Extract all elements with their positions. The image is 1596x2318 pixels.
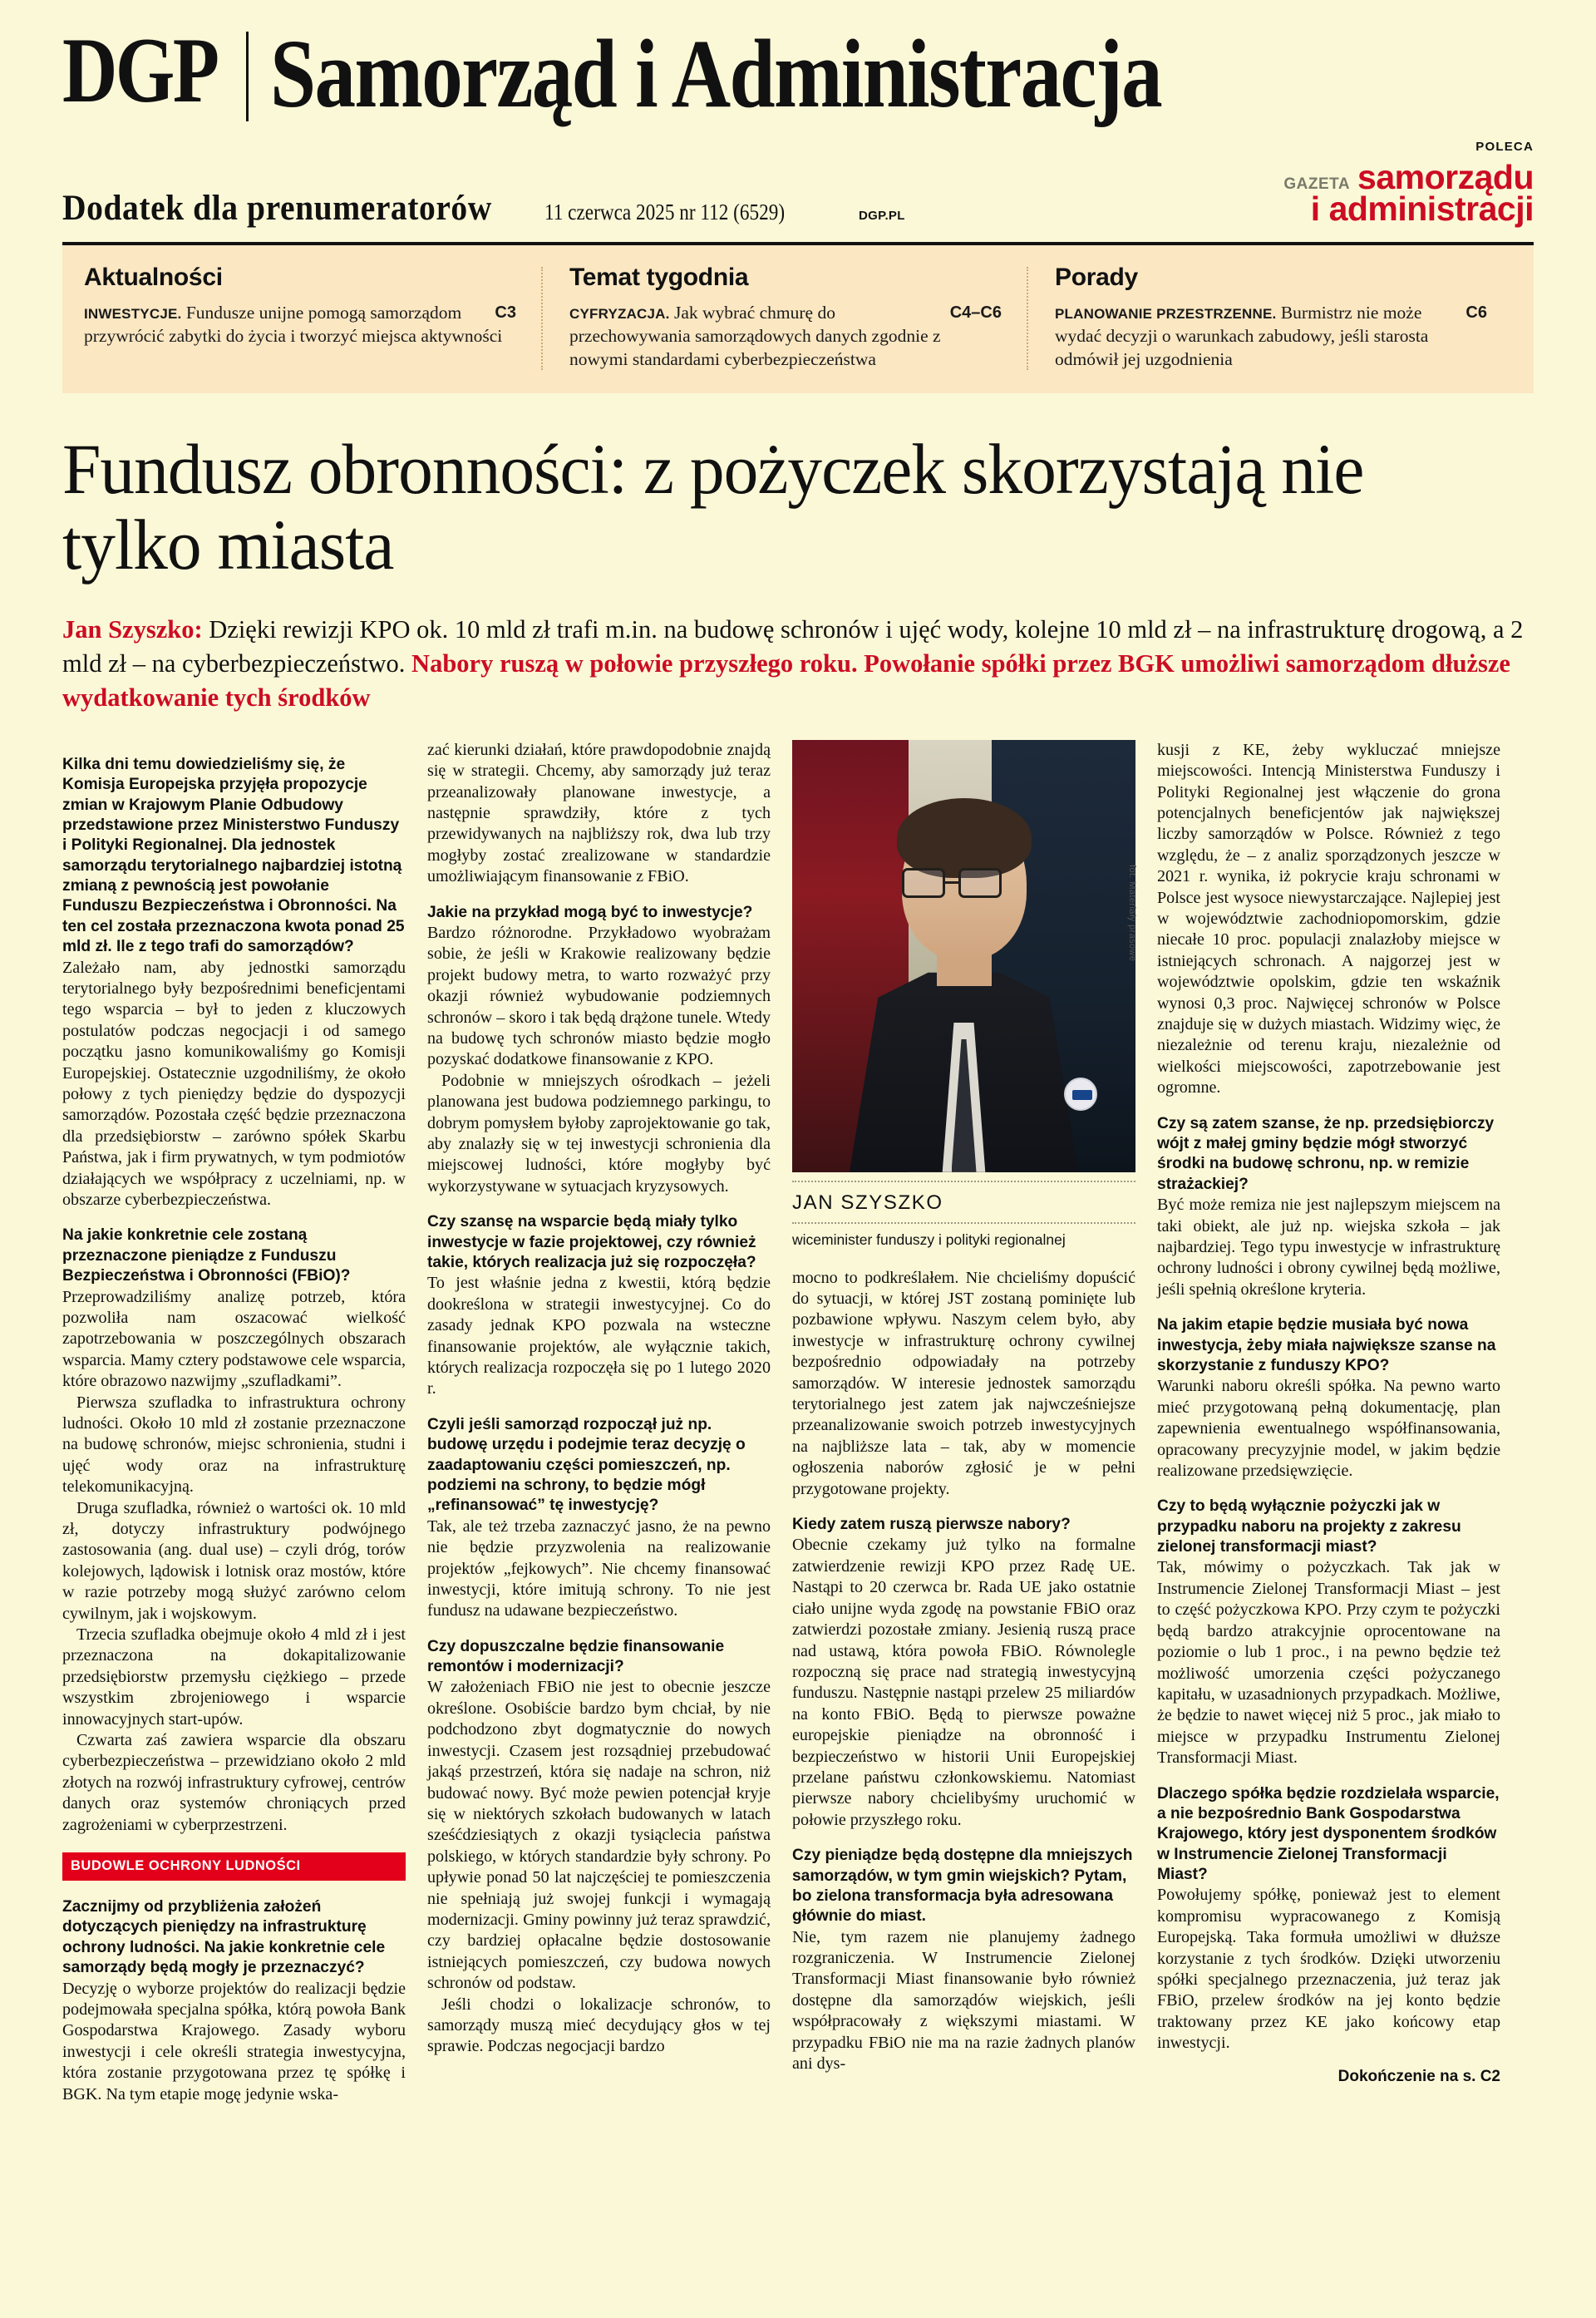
teaser-text bbox=[84, 302, 516, 348]
answer: Obecnie czekamy już tylko na formalne zatwierdzenie rewizji KPO przez Radę UE. Nastąpi to 20 czerwca br. Rada UE jako ostatnie ciało unijne wyda zgodę na powstanie FBiO oraz zatwierdzi pozostałe zmiany. Jesienią ruszą prace nad ustawą, która powoła FBiO. Równolegle rozpoczną się prace nad strategią inwestycyjną funduszu. Następnie nastąpi przelew 25 miliardów na konto FBiO. Będą to pierwsze poważne europejskie pieniądze na obronność i bezpieczeństwo w historii Unii Europejskiej przelane państwu członkowskiemu. Natomiast pierwsze nabory chcielibyśmy uruchomić w połowie przyszłego roku. bbox=[792, 1536, 1135, 1829]
column-2 bbox=[427, 740, 771, 2266]
caption-name: JAN SZYSZKO bbox=[792, 1191, 943, 1214]
answer: To jest właśnie jedna z kwestii, którą będzie dookreślona w strategii inwestycyjnej. Co do zasady jednak KPO pozwala na wsteczne finansowanie projektów, ale wyłącznie takich, których realizacja rozpoczęła się po 1 lutego 2020 r. bbox=[427, 1274, 771, 1398]
teaser-kicker: PLANOWANIE PRZESTRZENNE. bbox=[1055, 306, 1277, 323]
answer: Podobnie w mniejszych ośrodkach – jeżeli planowana jest budowa podziemnego parkingu, to dobrym pomysłem byłoby zaprojektowanie go tak, aby znalazły się w tej inwestycji schronienia dla miejscowej ludności, które mogłyby być wykorzystywane w sytuacjach kryzysowych. bbox=[427, 1071, 771, 1196]
teaser-heading: Aktualności bbox=[84, 264, 223, 292]
question: Kiedy zatem ruszą pierwsze nabory? bbox=[792, 1516, 1071, 1534]
photo-jan-szyszko bbox=[792, 740, 1135, 1172]
promo-title-line2: i administracji bbox=[1310, 190, 1534, 228]
answer: zać kierunki działań, które prawdopodobnie znajdą się w strategii. Chcemy, aby samorządy już teraz przeanalizowały planowane inwestycje, a następnie sprawdziły, które z tych przewidywanych na najbliższy rok, dwa lub trzy mogłyby zostać zrealizowane w standardzie umożliwiającym finansowanie z FBiO. bbox=[427, 740, 771, 886]
lead-black-text: Dzięki rewizji KPO ok. 10 mld zł trafi m.in. na budowę schronów i ujęć wody, kolejne 10 mld zł – na infrastrukturę drogową, a 2 mld zł – na cyberbezpieczeństwo. bbox=[62, 615, 1524, 678]
answer: Decyzję o wyborze projektów do realizacji będzie podejmowała specjalna spółka, którą powoła Bank Gospodarstwa Krajowego. Zasady wyboru inwestycji i cele określi strategia inwestycyjna, która zostanie przygotowana przez tę spółkę i BGK. Na tym etapie mogę jedynie wska- bbox=[62, 1979, 406, 2103]
photo-glasses-left bbox=[902, 868, 945, 898]
photo-credit: fot. Materiały prasowe bbox=[1127, 864, 1137, 962]
promo-gazeta-word: GAZETA bbox=[1283, 175, 1351, 193]
question: Czy dopuszczalne będzie finansowanie remontów i modernizacji? bbox=[427, 1637, 725, 1676]
answer: Pierwsza szufladka to infrastruktura ochrony ludności. Około 10 mld zł zostanie przeznaczone na budowę schronów, miejsc schronienia, studni i ujęć wody oraz na infrastrukturę telekomunikacyjną. bbox=[62, 1393, 406, 1497]
lead-red-text: Nabory ruszą w połowie przyszłego roku. Powołanie spółki przez BGK umożliwi samorządom dłuższe wydatkowanie tych środków bbox=[62, 649, 1510, 712]
teaser-body: Jak wybrać chmurę do przechowywania samorządowych danych zgodnie z nowymi standardami cyberbezpieczeństwa bbox=[569, 303, 941, 369]
teaser-text bbox=[569, 302, 1002, 372]
promo-title-line1: samorządu bbox=[1357, 158, 1534, 196]
question: Jakie na przykład mogą być to inwestycje? bbox=[427, 903, 753, 921]
question: Kilka dni temu dowiedzieliśmy się, że Komisja Europejska przyjęła propozycje zmian w Krajowym Planie Odbudowy przedstawione przez Ministerstwo Funduszy i Polityki Regionalnej. Dla jednostek samorządu terytorialnego najbardziej istotną zmianą z pewnością jest powołanie Funduszu Bezpieczeństwa i Obronności. Na ten cel została przeznaczona kwota ponad 25 mld zł. Ile z tego trafi do samorządów? bbox=[62, 755, 405, 956]
column-1 bbox=[62, 740, 406, 2266]
answer: mocno to podkreślałem. Nie chcieliśmy dopuścić do sytuacji, w której JST zostaną pominięte lub pozbawione wpływu. Naszym celem było, aby inwestycje w infrastrukturę ochrony cywilnej bezpośrednio odpowiadały na potrzeby samorządów. W interesie jednostek samorządu terytorialnego jest zatem jak najwcześniejsze przeanalizowanie swoich potrzeb inwestycyjnych na najbliższe lata – tak, aby w momencie ogłoszenia naborów zgłosić je w pełni przygotowane projekty. bbox=[792, 1268, 1135, 1498]
answer: Tak, ale też trzeba zaznaczyć jasno, że na pewno nie będzie przyzwolenia na realizowanie projektów „fejkowych”. Nie chcemy finansować inwestycji, które imitują schrony. To nie jest fundusz na udawane bezpieczeństwo. bbox=[427, 1517, 771, 1620]
teaser-kicker: CYFRYZACJA. bbox=[569, 306, 670, 323]
teaser-page-ref: C6 bbox=[1465, 303, 1487, 323]
answer: W założeniach FBiO nie jest to obecnie jeszcze określone. Osobiście bardzo bym chciał, by nie podchodzono zbyt dogmatycznie do nowych inwestycji. Czasem jest rozsądniej przebudować jakąś przestrzeń, która się nadaje na schron, niż budować nowy. Być może pewien potencjał kryje się w niektórych szkołach budowanych w latach sześćdziesiątych z okazji tysiąclecia państwa polskiego, w których standardzie były schrony. Po upływie ponad 50 lat najczęściej te pomieszczenia nie spełniają już swojej funkcji i wymagają modernizacji. Gminy powinny już teraz sprawdzić, czy bardziej opłacalne będzie dostosowanie istniejących pomieszczeń, czy budowa nowych schronów od podstaw. bbox=[427, 1678, 771, 1993]
answer: Trzecia szufladka obejmuje około 4 mld zł i jest przeznaczona na dokapitalizowanie przedsiębiorstw przemysłu ciężkiego – przede wszystkim zbrojeniowego i wsparcie innowacyjnych start-upów. bbox=[62, 1625, 406, 1729]
question: Czy to będą wyłącznie pożyczki jak w przypadku naboru na projekty z zakresu zielonej transformacji miast? bbox=[1157, 1497, 1461, 1556]
promo-block bbox=[1283, 140, 1534, 229]
answer: kusji z KE, żeby wykluczać mniejsze miejscowości. Intencją Ministerstwa Funduszy i Polityki Regionalnej jest włączenie do grona potencjalnych beneficjentów jak największej liczby samorządów w Polsce. Również z tego względu, że – z analiz sporządzonych jeszcze w 2021 r. wynika, iż pokrycie kraju schronami w Polsce jest wysoce niewystarczające. Najlepiej jest w województwie zachodniopomorskim, gdzie niecałe 10 proc. populacji znalazłoby miejsce w istniejących schronach. A najgorzej jest w województwie opolskim, gdzie ten wskaźnik wynosi 0,3 proc. Najwięcej schronów w Polsce znajduje się w dużych miastach. Widzimy więc, że niezależnie od terenu kraju, niezależnie od wielkości miejscowości, zapotrzebowanie jest ogromne. bbox=[1157, 740, 1500, 1097]
column-3 bbox=[792, 740, 1135, 2266]
promo-label: POLECA bbox=[1475, 140, 1534, 154]
article-photo-block bbox=[792, 740, 1135, 1250]
supplement-label: Dodatek dla prenumeratorów bbox=[62, 189, 492, 229]
teaser-page-ref: C3 bbox=[495, 303, 516, 323]
teaser-temat-tygodnia[interactable] bbox=[541, 264, 1027, 372]
question: Czy szansę na wsparcie będą miały tylko inwestycje w fazie projektowej, czy również takie, których realizacja już się rozpoczęła? bbox=[427, 1213, 756, 1271]
column-4 bbox=[1157, 740, 1500, 2266]
masthead-divider bbox=[246, 32, 249, 121]
answer: Tak, mówimy o pożyczkach. Tak jak w Instrumencie Zielonej Transformacji Miast – jest to część pożyczkowa KPO. Przy czym te pożyczki będą bardzo atrakcyjnie oprocentowane na poziomie o lub 1 proc., i na pewno będzie też możliwość umorzenia części pożyczanego kapitału, w uzasadnionych przypadkach. Możliwe, że będzie to nawet więcej niż 5 proc., jak miało to miejsce w przypadku Instrumentu Zielonej Transformacji Miast. bbox=[1157, 1558, 1500, 1768]
issue-line: 11 czerwca 2025 nr 112 (6529) bbox=[544, 200, 785, 225]
answer: Zależało nam, aby jednostki samorządu terytorialnego były bezpośrednimi beneficjentami tego wsparcia – był to jeden z kluczowych postulatów podczas negocjacji i od samego początku jasno komunikowaliśmy go Komisji Europejskiej. Ostatecznie uzgodniliśmy, że około połowy z tych pieniędzy będzie do dyspozycji samorządów. Pozostała część będzie przeznaczona dla przedsiębiorstw – zarówno spółek Skarbu Państwa, jak i firm prywatnych, w tym podmiotów działających we współpracy z uczelniami, np. w obszarze cyberbezpieczeństwa. bbox=[62, 958, 406, 1209]
teaser-heading: Temat tygodnia bbox=[569, 264, 749, 292]
question: Dlaczego spółka będzie rozdzielała wsparcie, a nie bezpośrednio Bank Gospodarstwa Krajowego, który jest dysponentem środków w Instrumencie Zielonej Transformacji Miast? bbox=[1157, 1784, 1500, 1884]
teaser-text bbox=[1055, 302, 1487, 372]
photo-glasses-right bbox=[958, 868, 1002, 898]
photo-glasses-bridge bbox=[945, 881, 958, 884]
masthead bbox=[62, 0, 1534, 128]
answer: Jeśli chodzi o lokalizacje schronów, to samorządy muszą mieć decydujący głos w tej sprawie. Podczas negocjacji bardzo bbox=[427, 1995, 771, 2056]
article-lead bbox=[62, 613, 1534, 715]
teaser-body: Fundusze unijne pomogą samorządom przywrócić zabytki do życia i tworzyć miejsca aktywności bbox=[84, 303, 503, 346]
answer: Być może remiza nie jest najlepszym miejscem na taki obiekt, ale już np. wiejska szkoła – jak najbardziej. Tego typu inwestycje w infrastrukturę ochrony ludności i obrony cywilnej będą możliwe, jeśli spełnią określone kryteria. bbox=[1157, 1196, 1500, 1299]
teaser-body: Burmistrz nie może wydać decyzji o warunkach zabudowy, jeśli starosta odmówił jej uzgodnienia bbox=[1055, 303, 1429, 369]
answer: Nie, tym razem nie planujemy żadnego rozgraniczenia. W Instrumencie Zielonej Transformacji Miast finansowanie było również dostępne dla samorządów wiejskich, jeśli współpracowały z większymi miastami. W przypadku FBiO nie ma na razie żadnych planów ani dys- bbox=[792, 1927, 1135, 2074]
answer: Warunki naboru określi spółka. Na pewno warto mieć przygotowaną pełną dokumentację, plan zapewnienia ewentualnego współfinansowania, opracowany precyzyjnie model, w jakim będzie realizowane przedsięwzięcie. bbox=[1157, 1377, 1500, 1480]
article-body bbox=[62, 740, 1534, 2266]
question: Na jakim etapie będzie musiała być nowa inwestycja, żeby miała największe szanse na skorzystanie z funduszy KPO? bbox=[1157, 1316, 1496, 1374]
teaser-aktualnosci[interactable] bbox=[84, 264, 541, 372]
answer: Bardzo różnorodne. Przykładowo wyobrażam sobie, że jeśli w Krakowie realizowany będzie projekt budowy metra, to warto rozważyć przy okazji również wybudowanie podziemnych schronów – skoro i tak będą drążone tunele. Wtedy na budowę tych schronów miasto będzie mogło pozyskać dodatkowe finansowanie z KPO. bbox=[427, 923, 771, 1069]
question: Zacznijmy od przybliżenia założeń dotyczących pieniędzy na infrastrukturę ochrony ludności. Na jakie konkretnie cele samorządy będą mogły je przeznaczyć? bbox=[62, 1898, 386, 1977]
continuation-note: Dokończenie na s. C2 bbox=[1337, 2067, 1500, 2085]
caption-role: wiceminister funduszy i polityki regionalnej bbox=[792, 1231, 1066, 1248]
photo-emblem bbox=[1064, 1078, 1097, 1111]
lead-speaker-name: Jan Szyszko: bbox=[62, 615, 203, 644]
article-headline: Fundusz obronności: z pożyczek skorzystają nie tylko miasta bbox=[62, 428, 1364, 585]
question: Czy są zatem szanse, że np. przedsiębiorczy wójt z małej gminy będzie mógł stworzyć środki na budowę schronu, np. w remizie strażackiej? bbox=[1157, 1114, 1495, 1193]
photo-hair bbox=[897, 798, 1032, 878]
question: Czyli jeśli samorząd rozpoczął już np. budowę urzędu i podejmie teraz decyzję o zaadaptowaniu części pomieszczeń, np. podziemi na schrony, to będzie mógł „refinansować” tę inwestycję? bbox=[427, 1415, 746, 1515]
teaser-porady[interactable] bbox=[1027, 264, 1512, 372]
question: Czy pieniądze będą dostępne dla mniejszych samorządów, w tym gmin wiejskich? Pytam, bo zielona transformacja była adresowana głównie do miast. bbox=[792, 1847, 1133, 1926]
answer: Przeprowadziliśmy analizę potrzeb, która pozwoliła nam oszacować wielkość zapotrzebowania w poszczególnych obszarach wsparcia. Mamy cztery podstawowe cele wsparcia, które obrazowo nazwijmy „szufladkami”. bbox=[62, 1287, 406, 1391]
section-label-badge: BUDOWLE OCHRONY LUDNOŚCI bbox=[62, 1852, 406, 1881]
answer: Druga szufladka, również o wartości ok. 10 mld zł, dotyczy infrastruktury podwójnego zastosowania (ang. dual use) – czyli dróg, torów kolejowych, lądowisk i lotnisk oraz mostów, które w razie potrzeby mogą służyć zarówno celom cywilnym, jak i wojskowym. bbox=[62, 1498, 406, 1623]
masthead-subrow bbox=[62, 140, 1534, 229]
answer: Powołujemy spółkę, ponieważ jest to element kompromisu wypracowanego z Komisją Europejską. Taka formuła umożliwi w dłuższe korzystanie z tych środków. Dzięki utworzeniu spółki specjalnego przeznaczenia, już teraz jak FBiO, przelew środków na jej konto będzie traktowany przez KE jako końcowy etap inwestycji. bbox=[1157, 1886, 1500, 2053]
teaser-kicker: INWESTYCJE. bbox=[84, 306, 182, 323]
question: Na jakie konkretnie cele zostaną przeznaczone pieniądze z Funduszu Bezpieczeństwa i Obronności (FBiO)? bbox=[62, 1226, 351, 1285]
website-label: DGP.PL bbox=[858, 209, 905, 224]
teaser-page-ref: C4–C6 bbox=[949, 303, 1002, 323]
teaser-heading: Porady bbox=[1055, 264, 1138, 292]
answer: Czwarta zaś zawiera wsparcie dla obszaru cyberbezpieczeństwa – przewidziano około 2 mld złotych na rozwój infrastruktury cyfrowej, centrów danych oraz systemów chroniących przed zagrożeniami w cyberprzestrzeni. bbox=[62, 1731, 406, 1834]
dgp-logo: DGP bbox=[62, 19, 218, 122]
teaser-band bbox=[62, 245, 1534, 393]
supplement-title: Samorząd i Administracja bbox=[270, 19, 1162, 128]
